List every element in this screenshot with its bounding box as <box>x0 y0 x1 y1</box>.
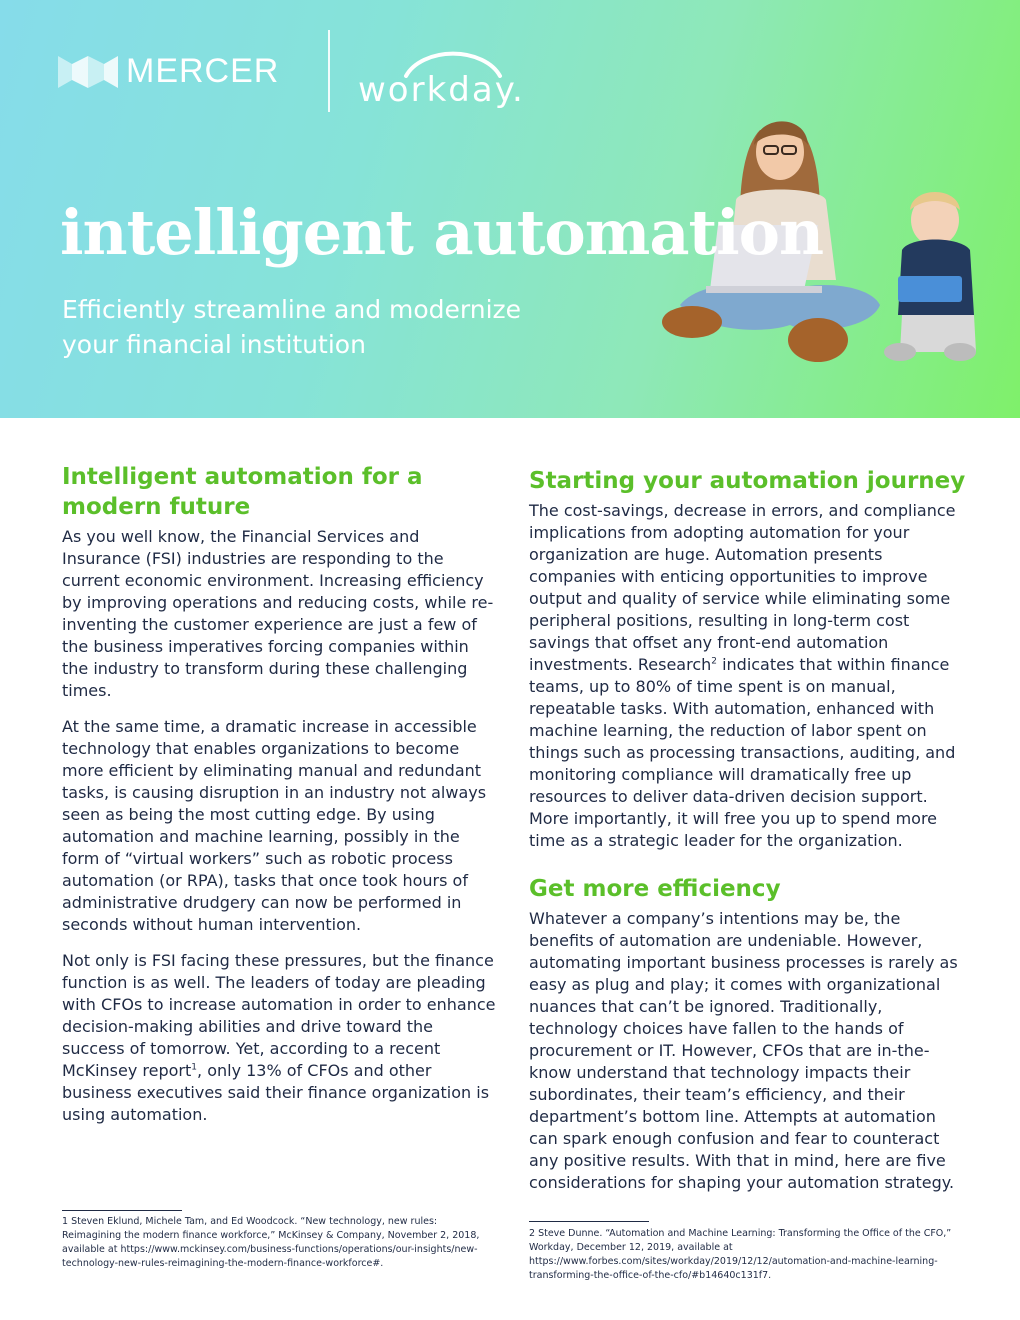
paragraph: Whatever a company’s intentions may be, the benefits of automation are undeniable. However, automating important business processes is rarely as easy as plug and play; it comes with organizational nuances that can’t be ignored. Traditionally, technology choices have fallen to the hands of procurement or IT. However, CFOs that are in-the-know understand that technology impacts their subordinates, their team’s efficiency, and their department’s bottom line. Attempts at automation can spark enough confusion and fear to counteract any positive results. With that in mind, here are five considerations for shaping your automation strategy. <box>529 909 958 1192</box>
mercer-logo <box>58 52 279 91</box>
footnote-divider-left <box>62 1210 182 1211</box>
page-title: intelligent automation <box>60 196 824 269</box>
footnote-2: 2 Steve Dunne. “Automation and Machine Learning: Transforming the Office of the CFO,” Workday, December 12, 2019, available at https://www.forbes.com/sites/workday/2019/12/12/automation-and-machine-learning-transforming-the-office-of-the-cfo/#b14640c131f7. <box>529 1228 952 1281</box>
subtitle-line-1: Efficiently streamline and modernize <box>62 295 522 324</box>
section-heading-modern-future: Intelligent automation for a modern future <box>62 464 423 520</box>
paragraph: As you well know, the Financial Services and Insurance (FSI) industries are responding to the current economic environment. Increasing efficiency by improving operations and reducing costs, while re-inventing the customer experience are just a few of the business imperatives forcing companies within the industry to transform during these challenging times. <box>62 527 494 700</box>
footnote-ref-1: 1 <box>191 1062 198 1073</box>
paragraph-text: indicates that within finance teams, up to 80% of time spent is on manual, repeatable tasks. With automation, enhanced with machine learning, the reduction of labor spent on things such as processing transactions, auditing, and monitoring compliance will dramatically free up resources to deliver data-driven decision support. More importantly, it will free you up to spend more time as a strategic leader for the organization. <box>529 655 956 850</box>
section-heading-efficiency: Get more efficiency <box>529 876 781 902</box>
hero-banner <box>0 0 1020 418</box>
page-subtitle <box>62 292 582 362</box>
right-column <box>529 466 969 1208</box>
paragraph-text: , only 13% of CFOs and other business executives said their finance organization is using automation. <box>62 1061 490 1124</box>
paragraph <box>529 500 969 852</box>
workday-logo <box>358 38 538 110</box>
workday-logo-text: workday. <box>358 70 525 110</box>
subtitle-line-2: your financial institution <box>62 330 366 359</box>
child-figure <box>884 192 976 361</box>
paragraph-text: The cost-savings, decrease in errors, and compliance implications from adopting automation for your organization are huge. Automation presents companies with enticing opportunities to improve output and quality of service while eliminating some peripheral positions, resulting in long-term cost savings that offset any front-end automation investments. Research <box>529 501 956 674</box>
mercer-logo-text: MERCER <box>126 52 280 90</box>
footnote-ref-2: 2 <box>711 656 717 667</box>
paragraph-text: Not only is FSI facing these pressures, but the finance function is as well. The leaders of today are pleading with CFOs to increase automation in order to enhance decision-making abilities and drive toward the success of tomorrow. Yet, according to a recent McKinsey report <box>62 951 496 1080</box>
footnote-1: 1 Steven Eklund, Michele Tam, and Ed Woodcock. “New technology, new rules: Reimagining the modern finance workforce,” McKinsey & Company, November 2, 2018, available at https://www.mckinsey.com/business-functions/operations/our-insights/new-technology-new-rules-reimagining-the-modern-finance-workforce#. <box>62 1216 480 1269</box>
paragraph: At the same time, a dramatic increase in accessible technology that enables organizations to become more efficient by eliminating manual and redundant tasks, is causing disruption in an industry not always seen as being the most cutting edge. By using automation and machine learning, possibly in the form of “virtual workers” such as robotic process automation (or RPA), tasks that once took hours of administrative drudgery can now be performed in seconds without human intervention. <box>62 717 487 934</box>
mercer-mark-icon <box>58 56 118 88</box>
left-column <box>62 462 496 1140</box>
logo-divider <box>328 30 330 112</box>
paragraph <box>62 950 496 1126</box>
section-heading-automation-journey: Starting your automation journey <box>529 468 966 494</box>
footnote-divider-right <box>529 1221 649 1222</box>
